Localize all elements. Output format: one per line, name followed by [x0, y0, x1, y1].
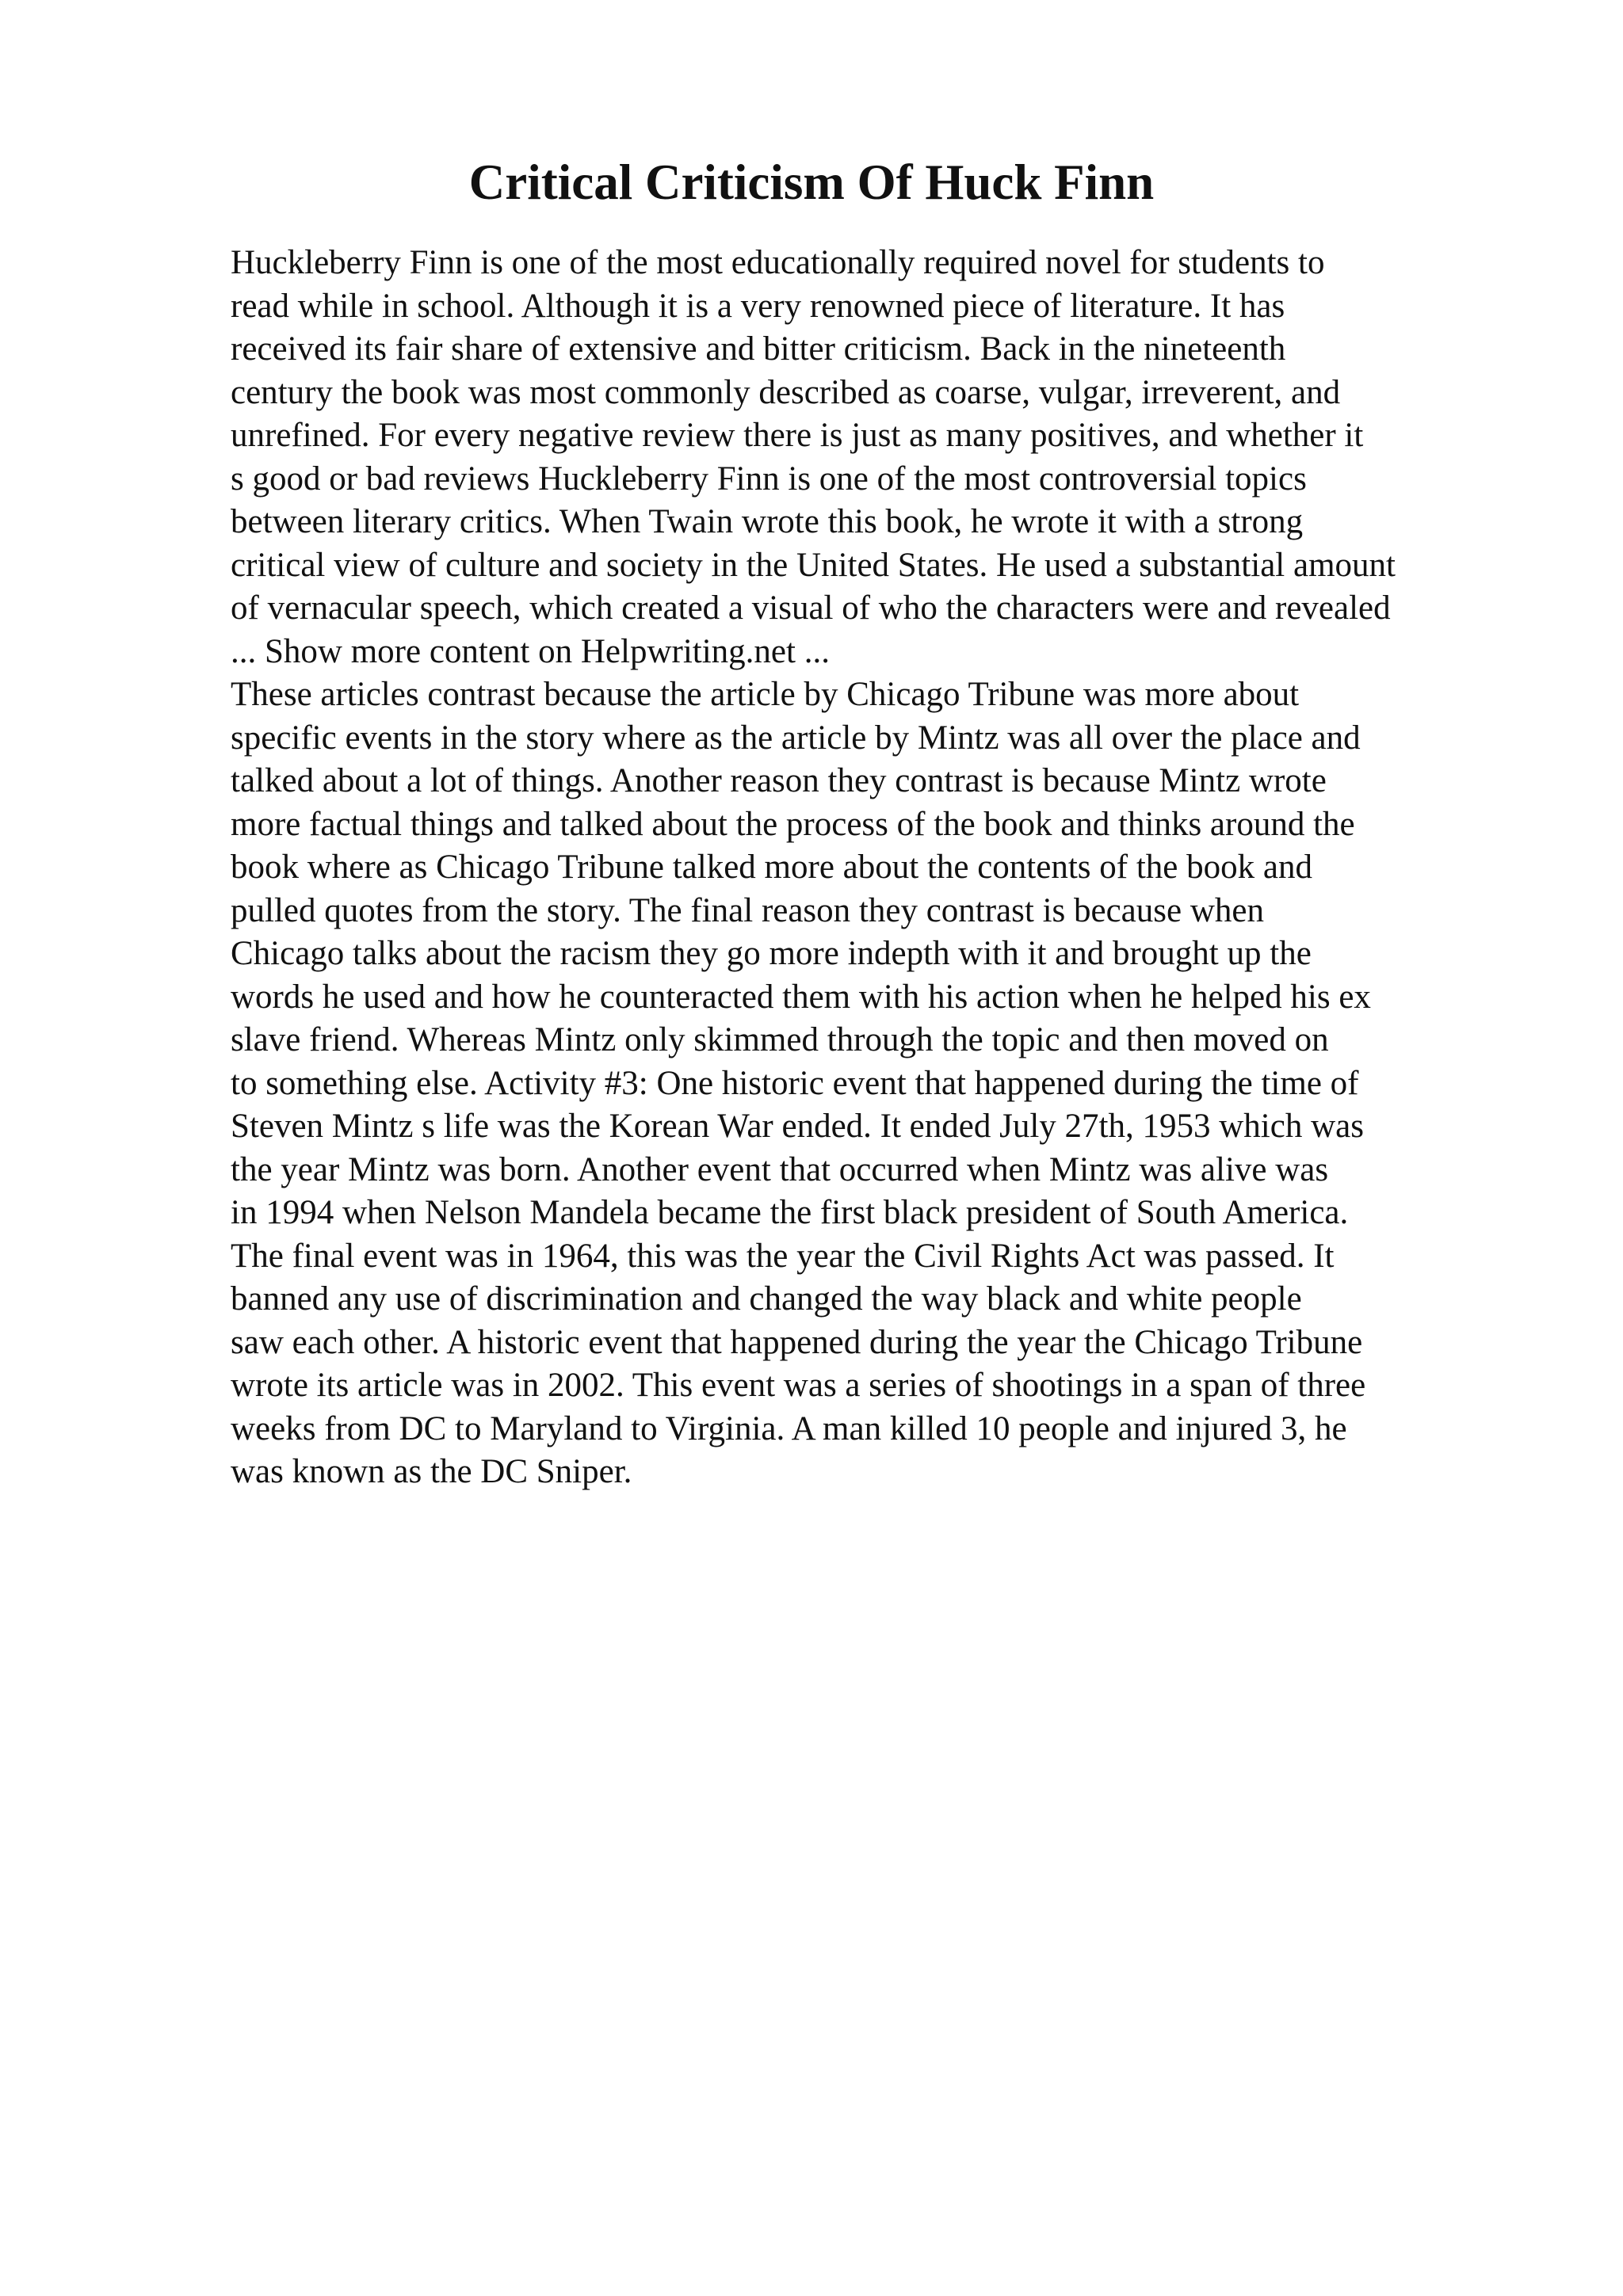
body-line: pulled quotes from the story. The final reason they contrast is because when: [231, 891, 1264, 929]
body-line: between literary critics. When Twain wrote this book, he wrote it with a strong: [231, 503, 1304, 540]
body-line: banned any use of discrimination and changed the way black and white people: [231, 1280, 1302, 1318]
body-line: critical view of culture and society in the United States. He used a substantial amount: [231, 546, 1396, 584]
body-line: century the book was most commonly described as coarse, vulgar, irreverent, and: [231, 373, 1341, 411]
document-body: [231, 242, 1514, 1494]
body-line: the year Mintz was born. Another event that occurred when Mintz was alive was: [231, 1150, 1329, 1188]
body-line: to something else. Activity #3: One historic event that happened during the time of: [231, 1064, 1359, 1102]
body-line: These articles contrast because the article by Chicago Tribune was more about: [231, 676, 1300, 713]
body-line: read while in school. Although it is a very renowned piece of literature. It has: [231, 287, 1285, 325]
body-line: unrefined. For every negative review there is just as many positives, and whether it: [231, 417, 1364, 454]
body-line: book where as Chicago Tribune talked more about the contents of the book and: [231, 849, 1312, 886]
body-line: of vernacular speech, which created a visual of who the characters were and revealed: [231, 589, 1391, 627]
body-line: was known as the DC Sniper.: [231, 1453, 632, 1490]
show-more-line: ... Show more content on Helpwriting.net ...: [231, 632, 830, 670]
body-line: The final event was in 1964, this was the year the Civil Rights Act was passed. It: [231, 1237, 1335, 1275]
body-line: more factual things and talked about the process of the book and thinks around the: [231, 805, 1355, 843]
body-line: slave friend. Whereas Mintz only skimmed through the topic and then moved on: [231, 1021, 1329, 1058]
body-line: in 1994 when Nelson Mandela became the first black president of South America.: [231, 1194, 1349, 1231]
body-line: wrote its article was in 2002. This event was a series of shootings in a span of three: [231, 1367, 1366, 1404]
body-line: saw each other. A historic event that happened during the year the Chicago Tribune: [231, 1323, 1363, 1361]
body-line: specific events in the story where as the article by Mintz was all over the place and: [231, 719, 1361, 757]
document-title: Critical Criticism Of Huck Finn: [468, 154, 1155, 210]
body-line: received its fair share of extensive and bitter criticism. Back in the nineteenth: [231, 330, 1286, 368]
body-line: words he used and how he counteracted them with his action when he helped his ex: [231, 978, 1371, 1016]
body-line: Huckleberry Finn is one of the most educationally required novel for students to: [231, 244, 1325, 281]
body-line: weeks from DC to Maryland to Virginia. A man killed 10 people and injured 3, he: [231, 1409, 1347, 1447]
body-line: Steven Mintz s life was the Korean War ended. It ended July 27th, 1953 which was: [231, 1108, 1364, 1145]
body-line: talked about a lot of things. Another reason they contrast is because Mintz wrote: [231, 762, 1327, 799]
body-line: Chicago talks about the racism they go more indepth with it and brought up the: [231, 935, 1312, 972]
body-line: s good or bad reviews Huckleberry Finn is one of the most controversial topics: [231, 460, 1307, 498]
